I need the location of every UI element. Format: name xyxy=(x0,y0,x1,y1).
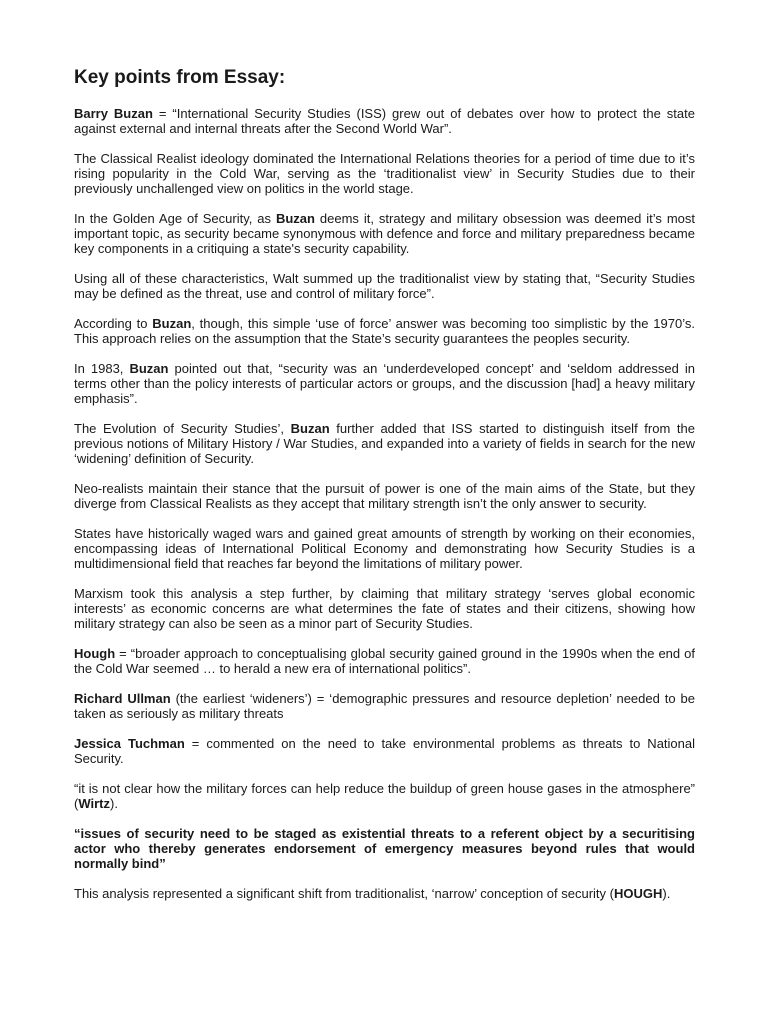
page-title: Key points from Essay: xyxy=(74,67,286,88)
author-name: Wirtz xyxy=(78,796,110,811)
paragraph-1983 xyxy=(74,361,695,406)
author-name: Buzan xyxy=(152,316,192,331)
paragraph-text: In 1983, xyxy=(74,361,130,376)
paragraph-text: This analysis represented a significant shift from traditionalist, ‘narrow’ conception of security ( xyxy=(74,886,614,901)
paragraph-securitisation-quote: “issues of security need to be staged as existential threats to a referent object by a securitising actor who thereby generates endorsement of emergency measures beyond rules that would normally bind” xyxy=(74,826,695,871)
author-name: Buzan xyxy=(290,421,330,436)
paragraph-tuchman xyxy=(74,736,695,766)
paragraph-text: , though, this simple ‘use of force’ answer was becoming too simplistic by the 1970’s. This approach relies on the assumption that the State’s security guarantees the peoples security. xyxy=(74,316,695,346)
paragraph-text: In the Golden Age of Security, as xyxy=(74,211,276,226)
paragraph-text: The Evolution of Security Studies’, xyxy=(74,421,291,436)
paragraph-walt: Using all of these characteristics, Walt summed up the traditionalist view by stating that, “Security Studies may be defined as the threat, use and control of military force”. xyxy=(74,271,695,301)
paragraph-narrow-conception xyxy=(74,886,695,901)
author-name: HOUGH xyxy=(613,886,663,901)
author-name: Buzan xyxy=(129,361,169,376)
paragraph-golden-age xyxy=(74,211,695,256)
paragraph-neo-realists: Neo-realists maintain their stance that the pursuit of power is one of the main aims of the State, but they diverge from Classical Realists as they accept that military strength isn’t the only answer to security. xyxy=(74,481,695,511)
paragraph-use-of-force xyxy=(74,316,695,346)
paragraph-classical-realist: The Classical Realist ideology dominated the International Relations theories for a period of time due to it’s rising popularity in the Cold War, serving as the ‘traditionalist view’ in Security Studies due to their previously unchallenged view on politics in the world stage. xyxy=(74,151,695,196)
paragraph-text: “it is not clear how the military forces can help reduce the buildup of green house gases in the atmosphere” ( xyxy=(74,781,695,811)
paragraph-marxism: Marxism took this analysis a step further, by claiming that military strategy ‘serves global economic interests’ as economic concerns are what determines the fate of states and their citizens, showing how military strategy can also be seen as a minor part of Security Studies. xyxy=(74,586,695,631)
paragraph-buzan-iss xyxy=(74,106,695,136)
paragraph-economies: States have historically waged wars and gained great amounts of strength by working on their economies, encompassing ideas of International Political Economy and demonstrating how Security Studies is a multidimensional field that reaches far beyond the limitations of military power. xyxy=(74,526,695,571)
author-name: Hough xyxy=(74,646,116,661)
paragraph-text: pointed out that, “security was an ‘underdeveloped concept’ and ‘seldom addressed in terms other than the policy interests of particular actors or groups, and the discussion [had] a heavy military emphasis”. xyxy=(74,361,695,406)
author-name: Jessica Tuchman xyxy=(74,736,185,751)
paragraph-hough xyxy=(74,646,695,676)
author-name: Buzan xyxy=(275,211,315,226)
paragraph-ullman xyxy=(74,691,695,721)
paragraph-text: ). xyxy=(662,886,671,901)
paragraph-text: = “broader approach to conceptualising global security gained ground in the 1990s when the end of the Cold War seemed … to herald a new era of international politics”. xyxy=(74,646,695,676)
paragraph-text: According to xyxy=(74,316,153,331)
paragraph-text: further added that ISS started to distinguish itself from the previous notions of Military History / War Studies, and expanded into a variety of fields in search for the new ‘widening’ definition of Security. xyxy=(74,421,695,466)
paragraph-evolution xyxy=(74,421,695,466)
paragraph-text: ). xyxy=(110,796,118,811)
paragraph-text: = “International Security Studies (ISS) grew out of debates over how to protect the state against external and internal threats after the Second World War”. xyxy=(74,106,695,136)
author-name: Barry Buzan xyxy=(74,106,153,121)
paragraph-text: = commented on the need to take environmental problems as threats to National Security. xyxy=(74,736,696,766)
paragraph-text: deems it, strategy and military obsession was deemed it’s most important topic, as security became synonymous with defence and force and military preparedness became key components in a critiquing a state's security capability. xyxy=(74,211,695,256)
author-name: Richard Ullman xyxy=(74,691,171,706)
paragraph-text: (the earliest ‘wideners’) = ‘demographic pressures and resource depletion’ needed to be taken as seriously as military threats xyxy=(74,691,695,721)
paragraph-wirtz xyxy=(74,781,695,811)
